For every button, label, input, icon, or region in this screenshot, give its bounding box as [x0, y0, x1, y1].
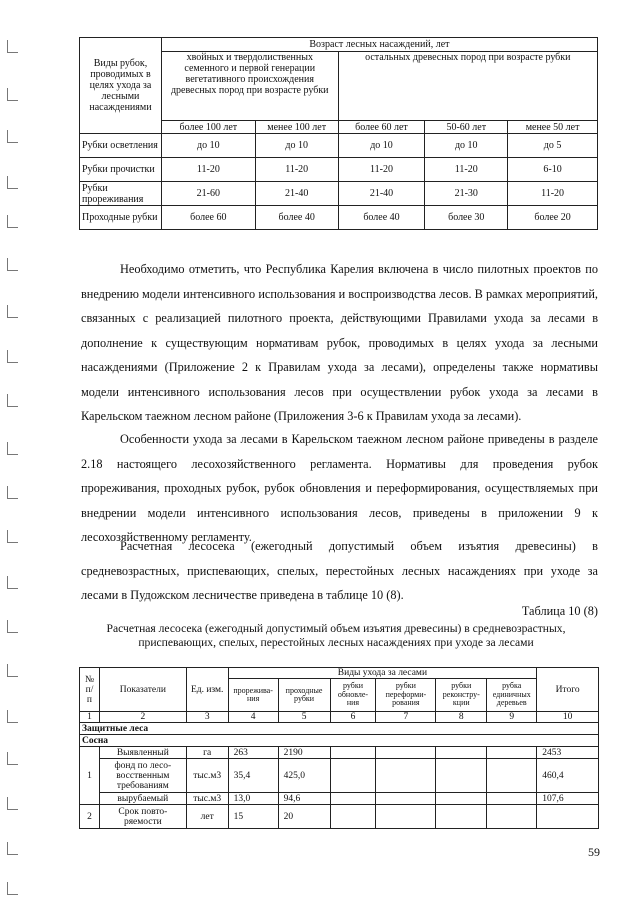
age-col-header: более 100 лет [161, 121, 255, 134]
row-unit: лет [186, 805, 228, 829]
col-number: 5 [278, 712, 330, 723]
paragraph-features: Особенности ухода за лесами в Карельском таежном лесном районе приведены в разделе 2.18 настоящего лесохозяйственного регламента. Нормативы для проведения рубок прореживания, проходных рубок, рубок обновления и переформирования, осуществляемых при внедрении модели интенсивного использования лесов, приведены в приложении 9 к лесохозяйственному регламенту. [81, 432, 598, 544]
cell-value: 35,4 [228, 759, 278, 793]
table-row [80, 793, 599, 805]
age-col-header: менее 100 лет [255, 121, 338, 134]
table-row [80, 759, 599, 793]
table-row [80, 158, 598, 182]
header-age: Возраст лесных насаждений, лет [161, 38, 597, 52]
col-number: 9 [487, 712, 537, 723]
table-row [80, 805, 599, 829]
header-number: № п/ п [80, 668, 100, 712]
col-header: рубки переформи-рования [376, 679, 436, 712]
allowable-cut-table [79, 667, 599, 829]
cell-value: 11-20 [255, 158, 338, 182]
cell-value: до 10 [338, 134, 425, 158]
header-cut-types: Виды рубок, проводимых в целях ухода за лесными насаждениями [80, 38, 162, 134]
cell-value: 15 [228, 805, 278, 829]
row-unit: га [186, 747, 228, 759]
cell-total: 460,4 [537, 759, 599, 793]
col-number: 10 [537, 712, 599, 723]
cell-value: более 30 [425, 206, 508, 230]
row-label: фонд по лесо-восственным требованиям [99, 759, 186, 793]
cell-value: 6-10 [508, 158, 598, 182]
row-number: 1 [80, 747, 100, 805]
cell-total [537, 805, 599, 829]
header-care-types: Виды ухода за лесами [228, 668, 537, 679]
paragraph-allowable-cut: Расчетная лесосека (ежегодный допустимый объем изъятия древесины) в средневозрастных, приспевающих, спелых, перестойных лесных насаждениях при уходе за лесами в Пудожском лесничестве приведена в таблице 10 (8). [81, 539, 598, 602]
header-indicators: Показатели [99, 668, 186, 712]
row-label: Выявленный [99, 747, 186, 759]
cell-value: более 60 [161, 206, 255, 230]
row-name: Проходные рубки [80, 206, 162, 230]
column-number-row [80, 712, 599, 723]
cell-value: 21-40 [255, 182, 338, 206]
col-number: 1 [80, 712, 100, 723]
col-number: 3 [186, 712, 228, 723]
cell-value: 11-20 [161, 158, 255, 182]
col-header: рубка единичных деревьев [487, 679, 537, 712]
table-row [80, 134, 598, 158]
table-row [80, 182, 598, 206]
cell-value: 20 [278, 805, 330, 829]
header-total: Итого [537, 668, 599, 712]
col-number: 2 [99, 712, 186, 723]
cell-value: до 10 [255, 134, 338, 158]
cell-value: 425,0 [278, 759, 330, 793]
age-col-header: 50-60 лет [425, 121, 508, 134]
header-unit: Ед. изм. [186, 668, 228, 712]
row-unit: тыс.м3 [186, 793, 228, 805]
cell-total: 107,6 [537, 793, 599, 805]
table-row [80, 747, 599, 759]
col-header: проходные рубки [278, 679, 330, 712]
col-number: 7 [376, 712, 436, 723]
header-group-conifer: хвойных и твердолиственных семенного и первой генерации вегетативного происхождения древесных пород при возрасте рубки [161, 52, 338, 121]
cell-value: 2190 [278, 747, 330, 759]
col-number: 8 [436, 712, 487, 723]
col-number: 6 [330, 712, 376, 723]
age-col-header: более 60 лет [338, 121, 425, 134]
row-name: Рубки прореживания [80, 182, 162, 206]
cell-value: до 10 [425, 134, 508, 158]
table-title: Расчетная лесосека (ежегодный допустимый объем изъятия древесины) в средневозрастных, приспевающих, спелых, перестойных лесных насаждениях при уходе за лесами [106, 622, 566, 649]
cell-value: 94,6 [278, 793, 330, 805]
cell-value: 11-20 [338, 158, 425, 182]
cell-value: 11-20 [425, 158, 508, 182]
species-title: Сосна [80, 735, 599, 747]
cell-value: до 10 [161, 134, 255, 158]
cell-value: 11-20 [508, 182, 598, 206]
cell-value: 21-40 [338, 182, 425, 206]
row-label: вырубаемый [99, 793, 186, 805]
row-name: Рубки прочистки [80, 158, 162, 182]
thinning-age-table [79, 37, 598, 230]
cell-value: 21-30 [425, 182, 508, 206]
row-name: Рубки осветления [80, 134, 162, 158]
col-header: рубки обновле-ния [330, 679, 376, 712]
page-number: 59 [588, 845, 600, 859]
table-row [80, 206, 598, 230]
binding-marks [0, 0, 22, 905]
row-label: Срок повто-ряемости [99, 805, 186, 829]
col-number: 4 [228, 712, 278, 723]
cell-value: до 5 [508, 134, 598, 158]
cell-value: более 40 [338, 206, 425, 230]
cell-value: более 20 [508, 206, 598, 230]
paragraph-pilot-project: Необходимо отметить, что Республика Карелия включена в число пилотных проектов по внедрению модели интенсивного использования и воспроизводства лесов. В рамках мероприятий, связанных с реализацией пилотного проекта, действующими Правилами ухода за лесами в дополнение к существующим нормативам рубок, проводимых в целях ухода за лесными насаждениями (Приложение 2 к Правилам ухода за лесами), определены также нормативы модели интенсивного использования лесов при осуществлении рубок ухода за лесами в Карельском таежном лесном районе (Приложения 3-6 к Правилам ухода за лесами). [81, 262, 598, 423]
cell-value: 21-60 [161, 182, 255, 206]
cell-total: 2453 [537, 747, 599, 759]
age-col-header: менее 50 лет [508, 121, 598, 134]
cell-value: 263 [228, 747, 278, 759]
cell-value: 13,0 [228, 793, 278, 805]
table-label: Таблица 10 (8) [521, 604, 598, 618]
section-title: Защитные леса [80, 723, 599, 735]
col-header: рубки реконстру-кции [436, 679, 487, 712]
cell-value: более 40 [255, 206, 338, 230]
row-unit: тыс.м3 [186, 759, 228, 793]
row-number: 2 [80, 805, 100, 829]
header-group-other: остальных древесных пород при возрасте рубки [338, 52, 597, 121]
col-header: прорежива-ния [228, 679, 278, 712]
